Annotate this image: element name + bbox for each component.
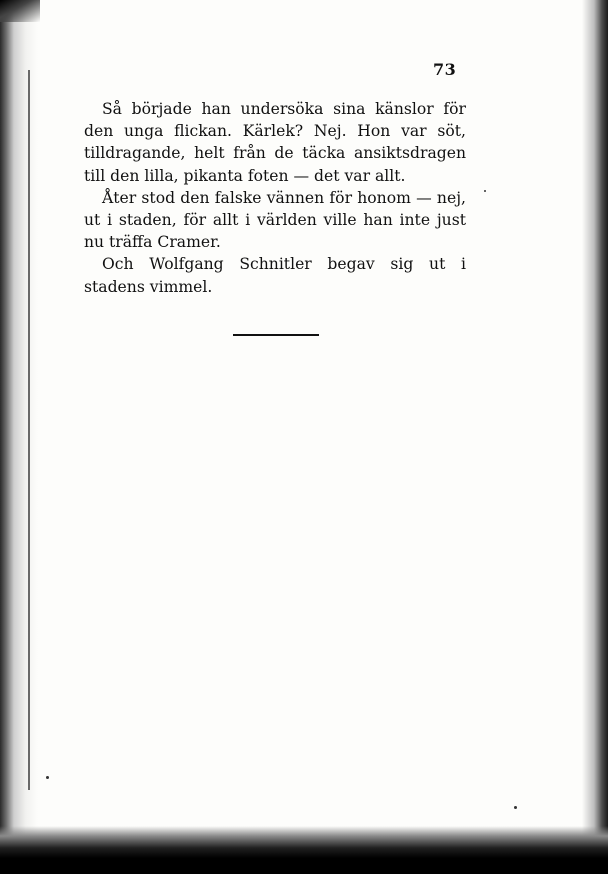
left-scan-edge [0, 0, 38, 874]
paragraph-1: Så började han undersöka sina känslor för den unga flickan. Kärlek? Nej. Hon var söt, tilldragande, helt från de täcka ansiktsdragen till den lilla, pikanta foten — det var allt. [84, 100, 466, 185]
paragraph-2: Åter stod den falske vännen för honom — nej, ut i staden, för allt i världen ville han inte just nu träffa Cramer. [84, 188, 466, 252]
top-left-corner-shadow [0, 0, 40, 22]
binding-line [28, 70, 30, 790]
paragraph-3: Och Wolfgang Schnitler begav sig ut i stadens vimmel. [84, 255, 466, 296]
bottom-scan-edge [0, 826, 608, 874]
scan-speck [484, 190, 486, 192]
end-of-chapter-rule [233, 334, 319, 336]
body-text [84, 98, 466, 298]
scan-speck [514, 806, 517, 809]
right-scan-edge [582, 0, 608, 874]
scan-speck [46, 776, 49, 779]
page-number: 73 [433, 60, 457, 79]
